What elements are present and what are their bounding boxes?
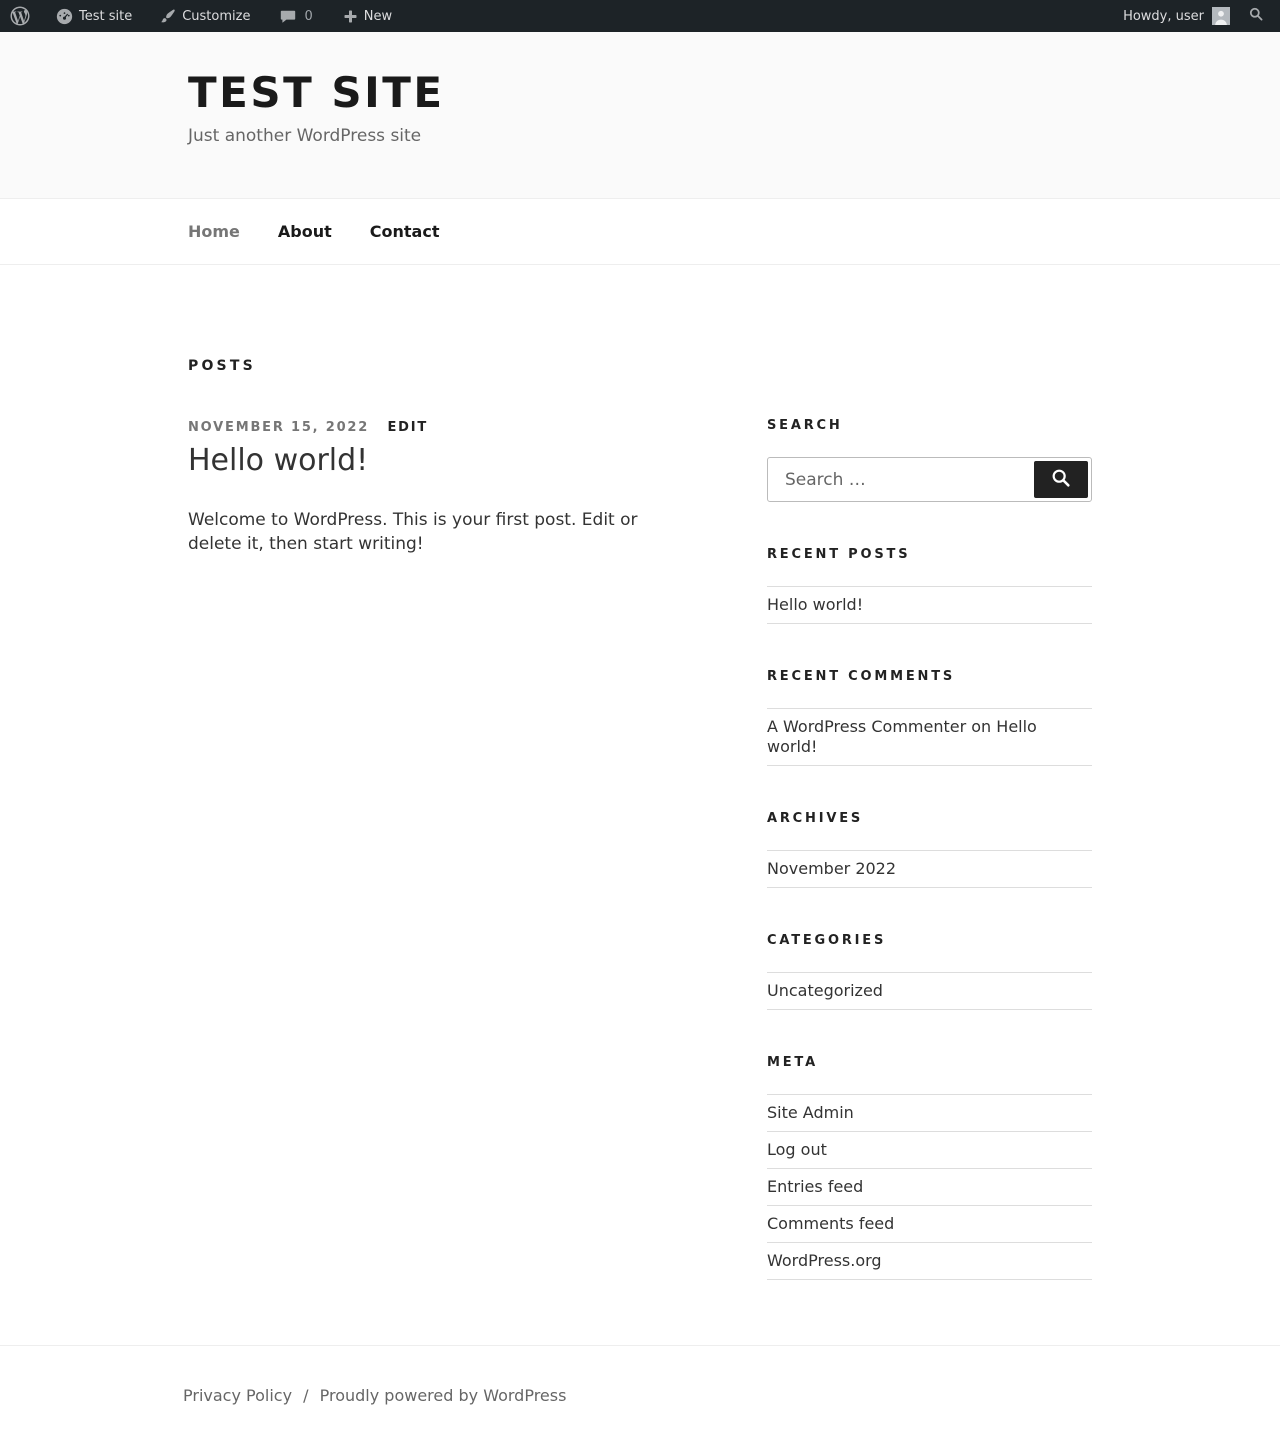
category-item bbox=[767, 973, 1092, 1010]
meta-item-log-out bbox=[767, 1132, 1092, 1169]
entries-feed-link[interactable]: Entries feed bbox=[767, 1177, 864, 1196]
nav-item-about[interactable]: About bbox=[277, 222, 332, 241]
search-icon bbox=[1248, 6, 1264, 26]
admin-bar-site-name-label: Test site bbox=[79, 8, 133, 24]
admin-bar-customize[interactable] bbox=[151, 0, 259, 32]
privacy-policy-link[interactable]: Privacy Policy bbox=[183, 1386, 293, 1405]
wordpress-menu-button[interactable] bbox=[0, 0, 39, 32]
admin-bar-account-menu[interactable] bbox=[1115, 0, 1238, 32]
post-title-link[interactable]: Hello world! bbox=[188, 443, 369, 478]
archive-link[interactable]: November 2022 bbox=[767, 859, 897, 878]
site-header bbox=[0, 32, 1280, 198]
categories-title: CATEGORIES bbox=[767, 933, 887, 948]
comment-author-link[interactable]: A WordPress Commenter bbox=[767, 717, 967, 736]
wordpress-org-link[interactable]: WordPress.org bbox=[767, 1251, 882, 1270]
admin-bar-new-label: New bbox=[363, 8, 393, 24]
admin-bar-new[interactable] bbox=[334, 0, 401, 32]
archives-title: ARCHIVES bbox=[767, 811, 864, 826]
recent-comments-title: RECENT COMMENTS bbox=[767, 669, 956, 684]
recent-post-item bbox=[767, 587, 1092, 624]
admin-bar-left bbox=[0, 0, 401, 32]
nav-item-contact[interactable]: Contact bbox=[369, 222, 440, 241]
howdy-text: Howdy, user bbox=[1123, 8, 1204, 24]
recent-comment-item bbox=[767, 709, 1092, 766]
post-edit-link[interactable]: EDIT bbox=[387, 420, 429, 435]
admin-bar-customize-label: Customize bbox=[182, 8, 251, 24]
site-content bbox=[188, 265, 1092, 1345]
post-body: Welcome to WordPress. This is your first post. Edit or delete it, then start writing! bbox=[188, 509, 638, 554]
sidebar bbox=[767, 265, 1092, 1345]
meta-item-entries-feed bbox=[767, 1169, 1092, 1206]
plus-icon bbox=[343, 9, 358, 24]
search-input[interactable] bbox=[768, 458, 1027, 501]
wordpress-logo-icon bbox=[10, 6, 30, 26]
recent-posts-widget bbox=[767, 547, 1092, 624]
meta-item-wordpress-org bbox=[767, 1243, 1092, 1280]
nav-item-home[interactable]: Home bbox=[188, 222, 240, 241]
post-date-link[interactable]: NOVEMBER 15, 2022 bbox=[188, 420, 370, 435]
log-out-link[interactable]: Log out bbox=[767, 1140, 827, 1159]
site-footer bbox=[0, 1345, 1280, 1447]
post-meta bbox=[188, 420, 688, 435]
search-widget-title: SEARCH bbox=[767, 418, 843, 433]
search-form bbox=[767, 457, 1092, 502]
search-submit-button[interactable] bbox=[1034, 461, 1088, 498]
meta-item-site-admin bbox=[767, 1095, 1092, 1132]
comments-feed-link[interactable]: Comments feed bbox=[767, 1214, 895, 1233]
comment-bubble-icon bbox=[280, 8, 296, 24]
search-widget bbox=[767, 418, 1092, 502]
meta-title: META bbox=[767, 1055, 818, 1070]
recent-comments-widget bbox=[767, 669, 1092, 766]
powered-by-link[interactable]: Proudly powered by WordPress bbox=[319, 1386, 567, 1405]
admin-bar-comments[interactable] bbox=[271, 0, 321, 32]
archive-item bbox=[767, 851, 1092, 888]
page-title: POSTS bbox=[188, 358, 256, 374]
footer-separator: / bbox=[303, 1386, 309, 1405]
admin-bar-right bbox=[1115, 0, 1270, 32]
meta-item-comments-feed bbox=[767, 1206, 1092, 1243]
main-navigation bbox=[0, 198, 1280, 265]
category-link[interactable]: Uncategorized bbox=[767, 981, 883, 1000]
site-tagline: Just another WordPress site bbox=[188, 126, 422, 147]
user-avatar bbox=[1212, 7, 1230, 25]
recent-posts-title: RECENT POSTS bbox=[767, 547, 911, 562]
admin-bar-comments-count: 0 bbox=[304, 8, 313, 24]
admin-bar-search-button[interactable] bbox=[1238, 0, 1270, 32]
recent-post-link[interactable]: Hello world! bbox=[767, 595, 864, 614]
admin-bar-site-name[interactable] bbox=[47, 0, 141, 32]
meta-widget bbox=[767, 1055, 1092, 1280]
admin-bar bbox=[0, 0, 1280, 32]
customize-brush-icon bbox=[160, 8, 176, 24]
site-admin-link[interactable]: Site Admin bbox=[767, 1103, 854, 1122]
site-title-link[interactable]: TEST SITE bbox=[188, 68, 445, 117]
dashboard-gauge-icon bbox=[56, 8, 73, 25]
posts-column bbox=[188, 265, 688, 1345]
search-icon bbox=[1050, 467, 1072, 492]
archives-widget bbox=[767, 811, 1092, 888]
categories-widget bbox=[767, 933, 1092, 1010]
comment-connector: on bbox=[966, 717, 997, 736]
post-article bbox=[188, 420, 688, 556]
comment-post-link[interactable]: Hello world! bbox=[767, 717, 1037, 756]
